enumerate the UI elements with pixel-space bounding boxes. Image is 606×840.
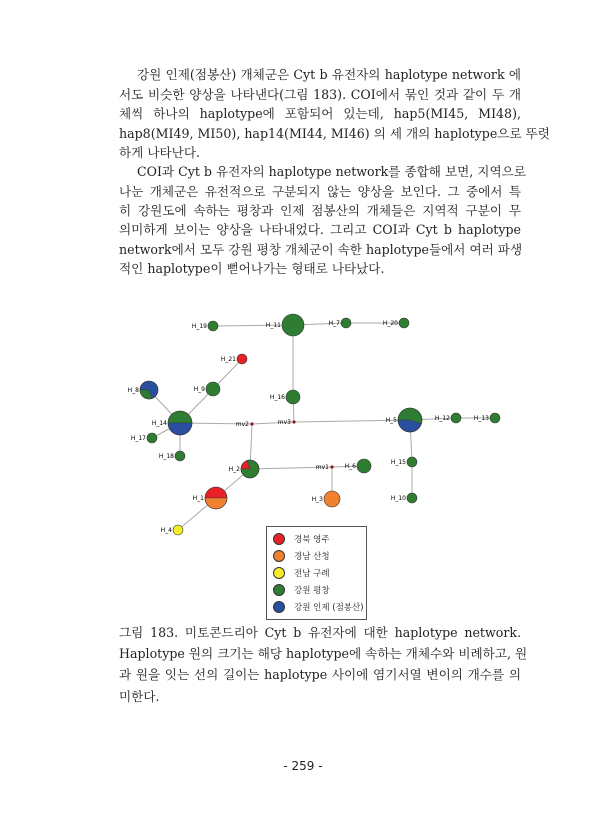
median-vector-label: mv2 — [235, 421, 249, 428]
haplotype-label: H_3 — [311, 496, 323, 503]
median-vector-label: mv3 — [277, 419, 291, 426]
legend-label: 경남 산청 — [294, 552, 330, 562]
network-edge — [213, 325, 293, 326]
text-line: hap8(MI49, MI50), hap14(MI44, MI46) 의 세 개의 haplotype으로 뚜렷 — [119, 126, 550, 141]
haplotype-label: H_8 — [127, 387, 139, 394]
haplotype-label: H_20 — [382, 320, 398, 327]
text-line: 하게 나타난다. — [119, 145, 200, 160]
haplotype-label: H_6 — [344, 463, 356, 470]
legend-item — [273, 599, 364, 615]
caption-line: Haplotype 원의 크기는 해당 haplotype에 속하는 개체수와 비례하고, 원 — [119, 646, 528, 661]
legend-item — [273, 548, 330, 564]
caption-line: 과 원을 잇는 선의 길이는 haplotype 사이에 염기서열 변이의 개수를 의 — [119, 667, 521, 682]
haplotype-node — [286, 390, 300, 404]
median-vector-node — [330, 465, 333, 468]
legend-item — [273, 565, 330, 581]
legend-label: 강원 인제 (점봉산) — [294, 603, 364, 613]
haplotype-label: H_5 — [385, 417, 397, 424]
haplotype-pie-slice — [205, 498, 227, 509]
haplotype-label: H_18 — [158, 453, 174, 460]
legend-item — [273, 582, 330, 598]
haplotype-node — [490, 413, 500, 423]
text-line: COI과 Cyt b 유전자의 haplotype network를 종합해 보면, 지역으로 — [137, 164, 526, 179]
page-number: - 259 - — [283, 759, 323, 773]
caption-line: 미한다. — [119, 689, 160, 704]
text-line: 적인 haplotype이 뻗어나가는 형태로 나타났다. — [119, 261, 385, 276]
haplotype-label: H_19 — [191, 323, 207, 330]
haplotype-label: H_17 — [130, 435, 146, 442]
haplotype-label: H_12 — [434, 415, 450, 422]
legend-swatch-icon — [273, 601, 285, 613]
haplotype-label: H_21 — [220, 356, 236, 363]
haplotype-label: H_13 — [473, 415, 489, 422]
haplotype-node — [208, 321, 218, 331]
haplotype-node — [407, 493, 417, 503]
haplotype-node — [175, 451, 185, 461]
text-line: 의미하게 보이는 양상을 나타내었다. 그리고 COI과 Cyt b haplotype — [119, 222, 521, 237]
legend-item — [273, 531, 330, 547]
median-vector-node — [292, 420, 295, 423]
haplotype-label: H_11 — [265, 322, 281, 329]
legend-swatch-icon — [273, 584, 285, 596]
haplotype-label: H_7 — [328, 320, 340, 327]
haplotype-node — [206, 382, 220, 396]
text-line: 강원 인제(점봉산) 개체군은 Cyt b 유전자의 haplotype network 에 — [137, 67, 521, 82]
text-line: 체씩 하나의 haplotype에 포함되어 있는데, hap5(MI45, MI48), — [119, 106, 521, 121]
haplotype-pie-slice — [205, 487, 227, 498]
haplotype-node — [324, 491, 340, 507]
haplotype-node — [407, 457, 417, 467]
haplotype-pie-slice — [168, 411, 192, 423]
haplotype-label: H_1 — [192, 495, 204, 502]
haplotype-node — [451, 413, 461, 423]
text-line: 나눈 개체군은 유전적으로 구분되지 않는 양상을 보인다. 그 중에서 특 — [119, 184, 521, 199]
caption-line: 그림 183. 미토콘드리아 Cyt b 유전자에 대한 haplotype network. — [119, 625, 521, 640]
haplotype-node — [399, 318, 409, 328]
haplotype-node — [147, 433, 157, 443]
haplotype-node — [357, 459, 371, 473]
legend-label: 경북 영주 — [294, 535, 330, 545]
text-line: network에서 모두 강원 평창 개체군이 속한 haplotype들에서 여러 파생 — [119, 242, 523, 257]
median-vector-label: mv1 — [315, 464, 329, 471]
legend-label: 강원 평창 — [294, 586, 330, 596]
legend-swatch-icon — [273, 533, 285, 545]
legend-swatch-icon — [273, 567, 285, 579]
haplotype-node — [282, 314, 304, 336]
haplotype-node — [237, 354, 247, 364]
figure-legend — [266, 526, 367, 620]
haplotype-label: H_15 — [390, 459, 406, 466]
haplotype-label: H_10 — [390, 495, 406, 502]
haplotype-label: H_14 — [151, 420, 167, 427]
haplotype-pie-slice — [168, 423, 192, 435]
haplotype-node — [341, 318, 351, 328]
text-line: 히 강원도에 속하는 평창과 인제 점봉산의 개체들은 지역적 구분이 무 — [119, 203, 521, 218]
legend-label: 전남 구례 — [294, 569, 330, 579]
median-vector-node — [250, 422, 253, 425]
haplotype-label: H_9 — [193, 386, 205, 393]
haplotype-label: H_4 — [160, 527, 172, 534]
text-line: 서도 비슷한 양상을 나타낸다(그림 183). COI에서 묶인 것과 같이 두 개 — [119, 87, 521, 102]
haplotype-node — [173, 525, 183, 535]
legend-swatch-icon — [273, 550, 285, 562]
haplotype-label: H_2 — [228, 466, 240, 473]
haplotype-label: H_16 — [269, 394, 285, 401]
